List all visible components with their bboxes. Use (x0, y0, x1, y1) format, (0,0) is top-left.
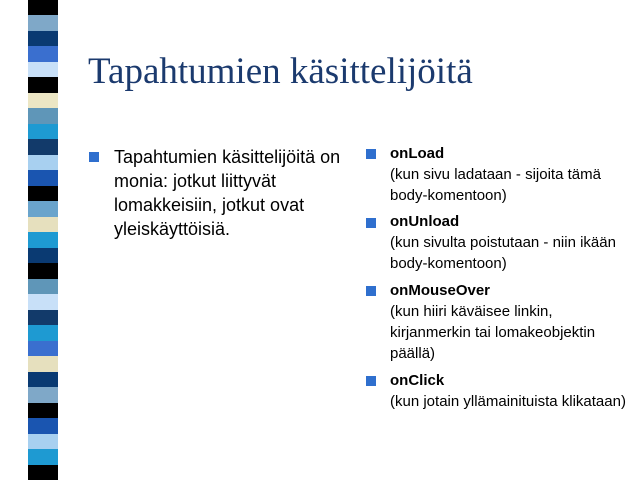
stripe-segment (28, 232, 58, 248)
event-description: (kun sivulta poistutaan - niin ikään body-komentoon) (390, 234, 616, 272)
list-item (390, 143, 630, 206)
stripe-segment (28, 465, 58, 480)
stripe-segment (28, 155, 58, 171)
stripe-segment (28, 279, 58, 295)
stripe-segment (28, 434, 58, 450)
event-description: (kun hiiri käväisee linkin, kirjanmerkin tai lomakeobjektin päällä) (390, 303, 596, 362)
stripe-segment (28, 31, 58, 47)
stripe-segment (28, 372, 58, 388)
decorative-stripe-bar (28, 0, 58, 480)
event-description: (kun jotain yllämainituista klikataan) (390, 393, 626, 410)
stripe-segment (28, 449, 58, 465)
stripe-segment (28, 62, 58, 78)
square-bullet-icon (366, 149, 376, 159)
list-item (390, 280, 630, 364)
slide-title: Tapahtumien käsittelijöitä (88, 51, 473, 92)
stripe-segment (28, 139, 58, 155)
stripe-segment (28, 325, 58, 341)
square-bullet-icon (366, 376, 376, 386)
stripe-segment (28, 124, 58, 140)
event-name: onUnload (390, 213, 460, 230)
event-description: (kun sivu ladataan - sijoita tämä body-komentoon) (390, 166, 601, 204)
stripe-segment (28, 93, 58, 109)
stripe-segment (28, 341, 58, 357)
stripe-segment (28, 217, 58, 233)
stripe-segment (28, 263, 58, 279)
stripe-segment (28, 186, 58, 202)
stripe-segment (28, 248, 58, 264)
stripe-segment (28, 46, 58, 62)
stripe-segment (28, 387, 58, 403)
stripe-segment (28, 310, 58, 326)
event-name: onLoad (390, 145, 445, 162)
stripe-segment (28, 201, 58, 217)
stripe-segment (28, 403, 58, 419)
left-bullet-text: Tapahtumien käsittelijöitä on monia: jotkut liittyvät lomakkeisiin, jotkut ovat yleiskäyttöisiä. (114, 147, 341, 239)
square-bullet-icon (366, 218, 376, 228)
stripe-segment (28, 0, 58, 16)
stripe-segment (28, 77, 58, 93)
stripe-segment (28, 294, 58, 310)
stripe-segment (28, 15, 58, 31)
event-name: onMouseOver (390, 282, 491, 299)
stripe-segment (28, 170, 58, 186)
event-name: onClick (390, 372, 445, 389)
list-item (390, 370, 630, 412)
square-bullet-icon (366, 286, 376, 296)
stripe-segment (28, 356, 58, 372)
stripe-segment (28, 418, 58, 434)
list-item (390, 211, 630, 274)
square-bullet-icon (89, 152, 99, 162)
stripe-segment (28, 108, 58, 124)
